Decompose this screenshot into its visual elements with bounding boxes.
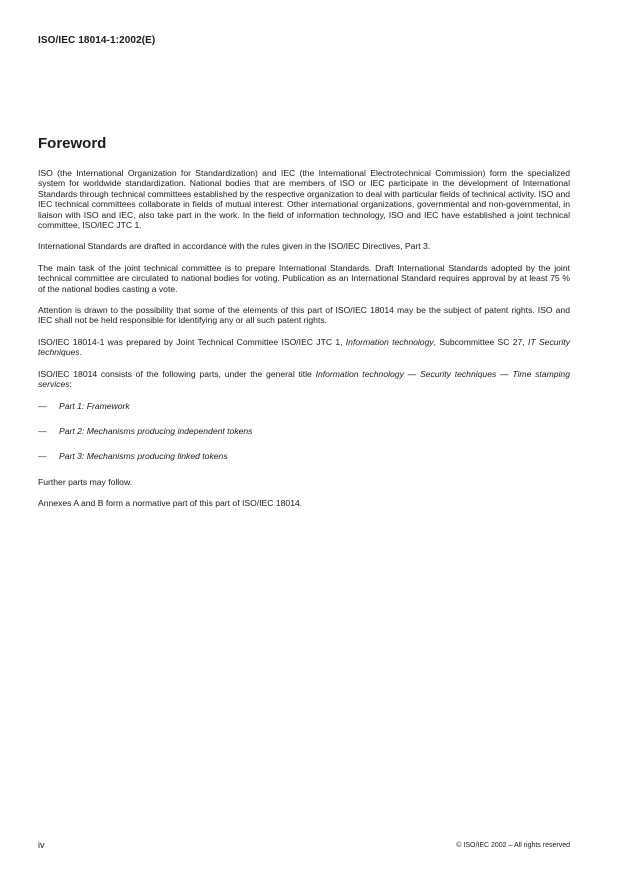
paragraph-iso-iec: ISO (the International Organization for Standardization) and IEC (the International Electrotechnical Commission) form the specialized system for worldwide standardization. National bodies that are members of ISO or IEC participate in the development of International Standards through technical committees established by the respective organization to deal with particular fields of technical activity. ISO and IEC technical committees collaborate in fields of mutual interest. Other international organizations, governmental and non-governmental, in liaison with ISO and IEC, also take part in the work. In the field of information technology, ISO and IEC have established a joint technical committee, ISO/IEC JTC 1. <box>38 168 570 231</box>
list-dash: — <box>38 400 47 411</box>
parts-intro-text-c: : <box>69 379 72 390</box>
document-id: ISO/IEC 18014-1:2002(E) <box>38 35 156 46</box>
part-title: Part 2: Mechanisms producing independent tokens <box>59 425 253 436</box>
foreword-body <box>38 168 570 520</box>
part-title: Part 1: Framework <box>59 400 130 411</box>
list-item <box>38 426 570 436</box>
list-dash: — <box>38 451 47 462</box>
part-title: Part 3: Mechanisms producing linked tokens <box>59 451 228 462</box>
paragraph-directives: International Standards are drafted in accordance with the rules given in the ISO/IEC Directives, Part 3. <box>38 241 431 252</box>
list-dash: — <box>38 425 47 436</box>
prepared-by-text-c: , Subcommittee SC 27, <box>433 336 529 347</box>
section-title: Foreword <box>38 135 107 152</box>
paragraph-main-task: The main task of the joint technical committee is to prepare International Standards. Draft International Standards adopted by the joint technical committee are circulated to national bodies for voting. Publication as an International Standard requires approval by at least 75 % of the national bodies casting a vote. <box>38 262 570 294</box>
paragraph-further-parts: Further parts may follow. <box>38 476 133 487</box>
prepared-by-text-e: . <box>79 347 82 358</box>
paragraph-annexes: Annexes A and B form a normative part of this part of ISO/IEC 18014. <box>38 498 303 509</box>
general-title: Information technology — Security techniques — Time stamping services <box>38 368 570 390</box>
paragraph-prepared-by <box>38 337 570 358</box>
prepared-by-title: Information technology <box>345 336 434 347</box>
prepared-by-subcommittee: IT Security techniques <box>38 336 570 358</box>
paragraph-parts-intro <box>38 369 570 390</box>
page-number: iv <box>38 840 45 850</box>
parts-intro-text-a: ISO/IEC 18014 consists of the following parts, under the general title <box>38 368 316 379</box>
copyright-notice: © ISO/IEC 2002 – All rights reserved <box>456 842 570 849</box>
list-item <box>38 451 570 461</box>
parts-list <box>38 401 570 462</box>
paragraph-patent-rights: Attention is drawn to the possibility that some of the elements of this part of ISO/IEC 18014 may be the subject of patent rights. ISO and IEC shall not be held responsible for identifying any or all such patent rights. <box>38 305 570 326</box>
list-item <box>38 401 570 411</box>
prepared-by-text-a: ISO/IEC 18014-1 was prepared by Joint Technical Committee ISO/IEC JTC 1, <box>38 336 346 347</box>
